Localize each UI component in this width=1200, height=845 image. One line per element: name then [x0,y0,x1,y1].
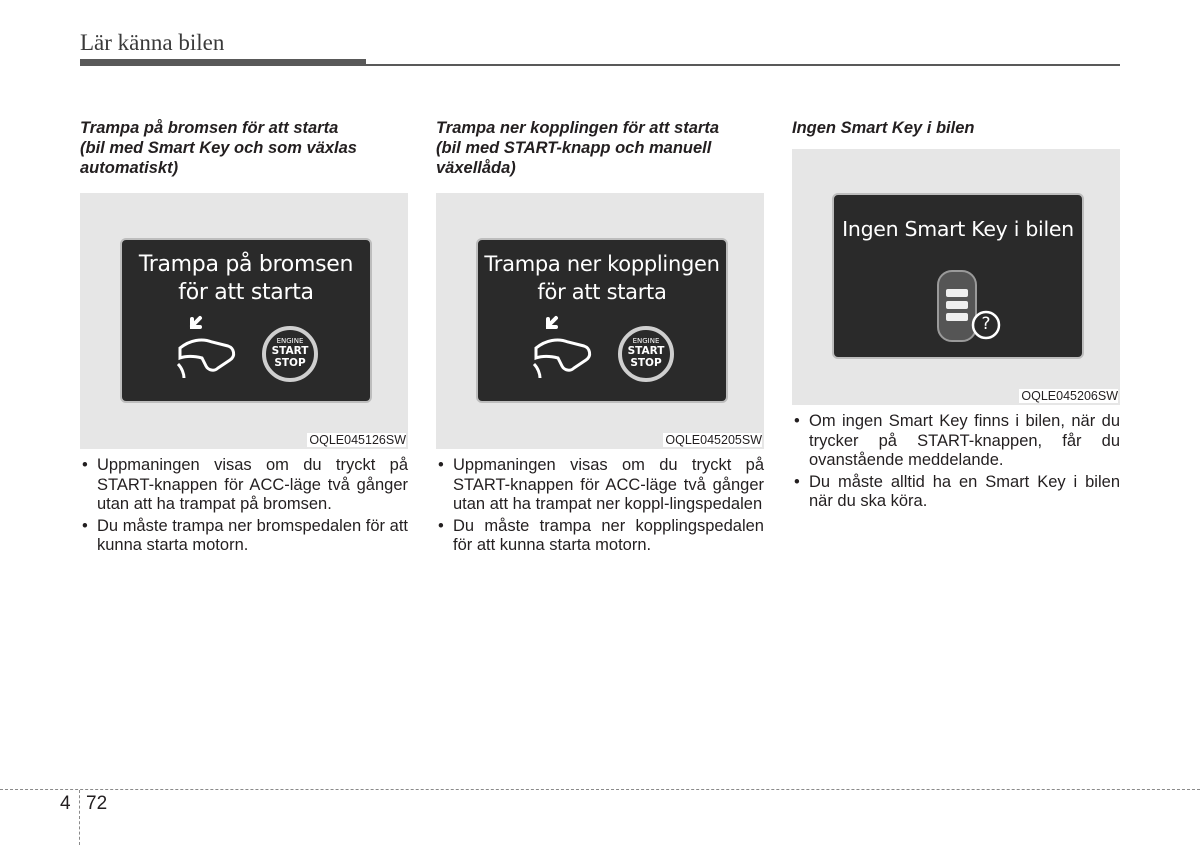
subhead-brake: Trampa på bromsen för att starta (bil med Smart Key och som växlas automatiskt) [80,119,357,177]
display-line-2: för att starta [178,280,314,305]
smart-key-fob-icon [934,267,1006,347]
header-rule-thin [366,64,1120,66]
chapter-number: 4 [60,793,71,814]
figure-code: OQLE045205SW [665,433,762,447]
question-mark-icon: ? [981,314,991,334]
cluster-display [120,238,372,403]
button-text-engine: ENGINE [276,337,304,345]
cluster-display [832,193,1084,359]
button-text-stop: STOP [630,357,662,369]
bullet-list [436,456,764,556]
list-item: • Om ingen Smart Key finns i bilen, när du trycker på START-knappen, får du ovanstående meddelande. [792,412,1120,471]
figure-brake [80,193,408,449]
cluster-display [476,238,728,403]
column-clutch [436,118,764,558]
display-line-1: Trampa ner kopplingen [484,252,720,276]
list-item: • Du måste trampa ner kopplingspedalen för att kunna starta motorn. [436,517,764,556]
display-line-2: för att starta [537,280,667,304]
button-text-engine: ENGINE [632,337,660,345]
bullet-list [80,456,408,556]
brake-pedal-icon [172,310,242,380]
figure-code: OQLE045126SW [309,433,406,447]
display-line-1: Trampa på bromsen [138,252,354,277]
column-no-smart-key [792,118,1120,514]
subhead-no-smart-key: Ingen Smart Key i bilen [792,119,975,137]
page-number: 72 [86,793,108,814]
chapter-title: Lär känna bilen [80,30,225,55]
button-text-stop: STOP [274,357,306,369]
engine-start-stop-button [618,326,674,382]
bullet-list [792,412,1120,512]
engine-start-stop-button [262,326,318,382]
header-rule-thick [80,59,366,66]
list-item: • Du måste trampa ner bromspedalen för att kunna starta motorn. [80,517,408,556]
display-line-1: Ingen Smart Key i bilen [842,217,1074,241]
list-item: • Uppmaningen visas om du tryckt på START-knappen för ACC-läge två gånger utan att ha trampat på bromsen. [80,456,408,515]
clutch-pedal-icon [528,310,598,380]
column-brake [80,118,408,558]
figure-code: OQLE045206SW [1021,389,1118,403]
figure-clutch [436,193,764,449]
figure-no-smart-key [792,149,1120,405]
subhead-clutch: Trampa ner kopplingen för att starta (bil med START-knapp och manuell växellåda) [436,119,719,177]
footer-divider [79,790,80,845]
footer-rule [0,789,1200,790]
list-item: • Uppmaningen visas om du tryckt på START-knappen för ACC-läge två gånger utan att ha trampat ner koppl-lingspedalen [436,456,764,515]
list-item: • Du måste alltid ha en Smart Key i bilen när du ska köra. [792,473,1120,512]
button-text-start: START [271,345,309,357]
button-text-start: START [627,345,665,357]
